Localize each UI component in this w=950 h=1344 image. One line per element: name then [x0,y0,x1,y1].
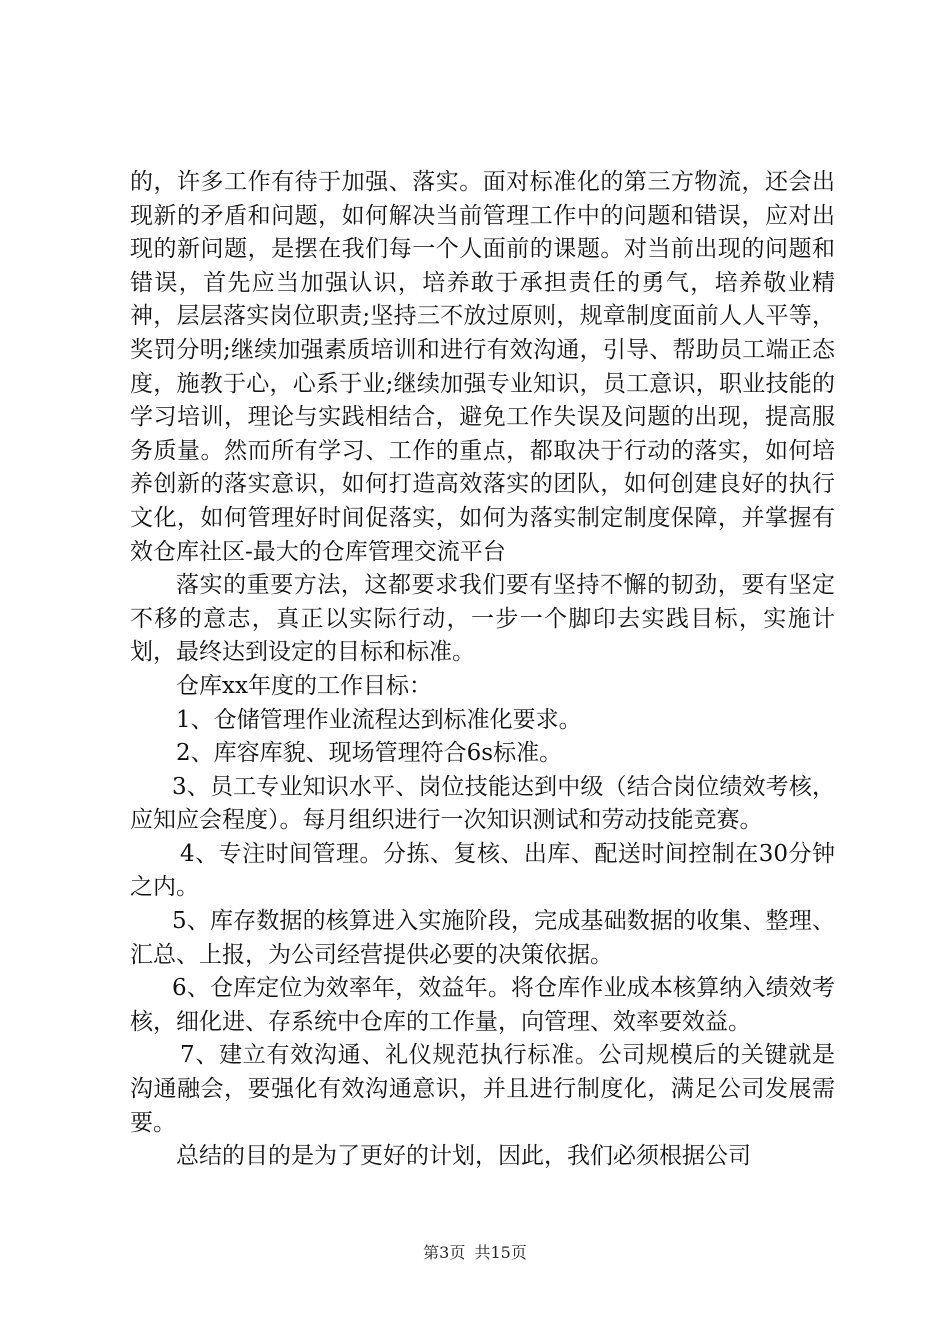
paragraph-continuation: 的，许多工作有待于加强、落实。面对标准化的第三方物流，还会出现新的矛盾和问题，如何解决当前管理工作中的问题和错误，应对出现的新问题，是摆在我们每一个人面前的课题。对当前出现的问题和错误，首先应当加强认识，培养敢于承担责任的勇气，培养敬业精神，层层落实岗位职责;坚持三不放过原则，规章制度面前人人平等，奖罚分明;继续加强素质培训和进行有效沟通，引导、帮助员工端正态度，施教于心，心系于业;继续加强专业知识，员工意识，职业技能的学习培训，理论与实践相结合，避免工作失误及问题的出现，提高服务质量。然而所有学习、工作的重点，都取决于行动的落实，如何培养创新的落实意识，如何打造高效落实的团队，如何创建良好的执行文化，如何管理好时间促落实，如何为落实制定制度保障，并掌握有效仓库社区-最大的仓库管理交流平台 [130,169,835,565]
page-footer [0,1243,950,1263]
goal-item-3: 3、员工专业知识水平、岗位技能达到中级（结合岗位绩效考核，应知应会程度）。每月组织进行一次知识测试和劳动技能竞赛。 [130,773,835,834]
document-body [130,166,835,1174]
goal-item-1: 1、仓储管理作业流程达到标准化要求。 [176,706,582,733]
goal-item-6: 6、仓库定位为效率年，效益年。将仓库作业成本核算纳入绩效考核，细化进、存系统中仓库的工作量，向管理、效率要效益。 [130,975,835,1035]
paragraph-summary: 总结的目的是为了更好的计划，因此，我们必须根据公司 [176,1143,751,1170]
paragraph-goals-heading: 仓库xx年度的工作目标： [176,672,432,699]
goal-item-4: 4、专注时间管理。分拣、复核、出库、配送时间控制在30分钟之内。 [130,840,835,901]
goal-item-2: 2、库容库貌、现场管理符合6s标准。 [176,740,563,767]
page-total: 共15页 [474,1243,527,1262]
goal-item-7: 7、建立有效沟通、礼仪规范执行标准。公司规模后的关键就是沟通融会，要强化有效沟通意识，并且进行制度化，满足公司发展需要。 [130,1042,835,1136]
page-number: 第3页 [423,1243,466,1262]
paragraph-implementation-method: 落实的重要方法，这都要求我们要有坚持不懈的韧劲，要有坚定不移的意志，真正以实际行动，一步一个脚印去实践目标，实施计划，最终达到设定的目标和标准。 [130,572,835,666]
goal-item-5: 5、库存数据的核算进入实施阶段，完成基础数据的收集、整理、汇总、上报，为公司经营提供必要的决策依据。 [130,908,835,968]
